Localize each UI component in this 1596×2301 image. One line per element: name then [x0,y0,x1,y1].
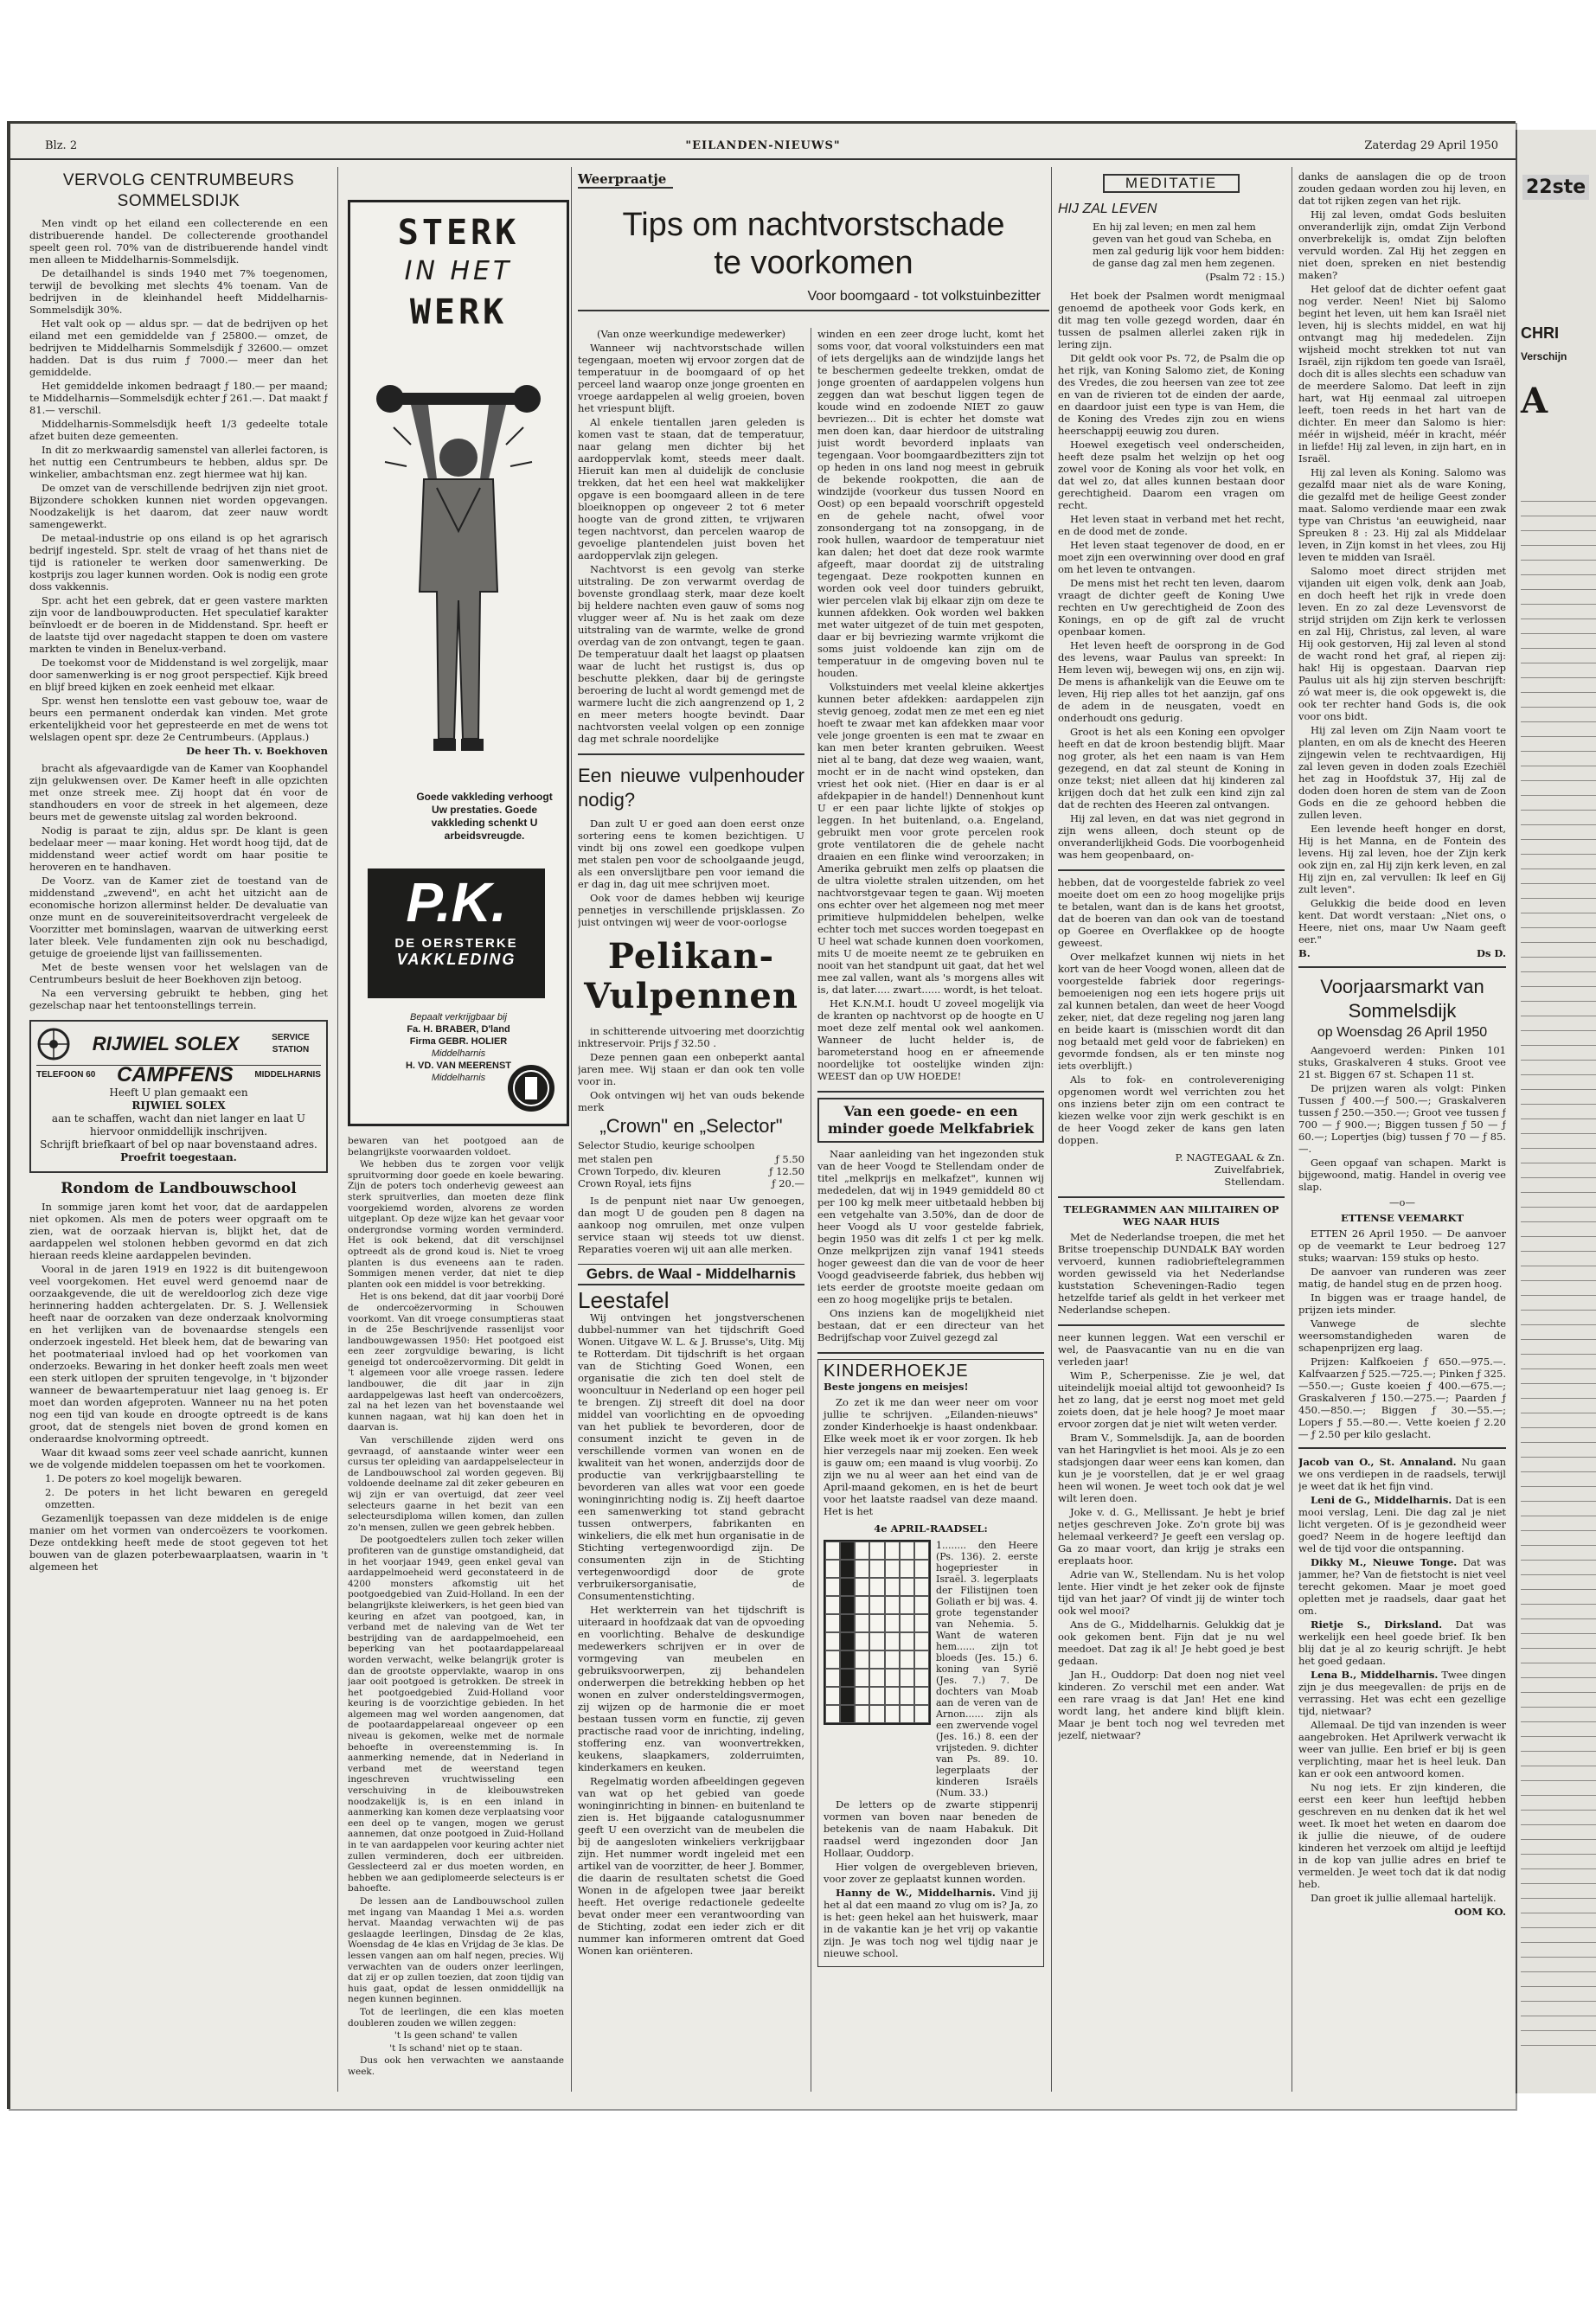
paragraph: Al enkele tientallen jaren geleden is komen vast te staan, dat de temperatuur, naar gelang men dichter bij het aardoppervlak komt, steeds meer daalt. Hieruit kan men al duidelijk de conclusie trekken, dat het een heel wat makkelijker opgave is een boomgaard alleen in de tere bloeiknoppen op ongeveer 2 tot 6 meter hoogte van de grond zitten, te vrijwaren tegen nachtvorst, dan percelen waarop de gevoelige plantendelen juist boven het aardoppervlak zijn gelegen. [578,416,804,561]
pk-tagline: VAKKLEDING [396,951,516,968]
meditatie-title: HIJ ZAL LEVEN [1058,202,1157,216]
paragraph: Hij zal leven, omdat Gods besluiten onveranderlijk zijn, omdat Zijn Verbond onverbrekelijk is, omdat Zijn beloften vervuld worden. Zal Hij het zeggen en niet doen, spreken en niet bestendig maken? [1298,208,1506,281]
paragraph: Geen opgaaf van schapen. Markt is bijgewoond, matig. Handel in overig vee slap. [1298,1157,1506,1193]
article-title-tips: Tips om nachtvorstschade te voorkomen [622,207,1005,281]
letter-reply [824,1887,1038,1959]
shop-name: Gebrs. de Waal - Middelharnis [578,1264,804,1285]
paragraph: Prijzen: Kalfkoeien ƒ 650.—975.—. Kalfvaarzen ƒ 525.—725.—; Pinken ƒ 325.—550.—; Guste koeien ƒ 400.—675.—; Graskalveren ƒ 150.—275.—; Paarden ƒ 450.—850.—; Biggen ƒ 30.—55.—; Lopers ƒ 55.—80.—. Vette koeien ƒ 2.20 — ƒ 2.50 per kilo geslacht. [1298,1356,1506,1440]
speaker-name: De heer Th. v. Boekhoven [186,745,328,757]
letter-name: Lena B., Middelharnis. [1311,1669,1439,1681]
meditatie-label: MEDITATIE [1103,174,1240,193]
paragraph: Dan zult U er goed aan doen eerst onze sortering eens te komen bezichtigen. U vindt bij ons zowel een goedkope vulpen met stalen pen voor de schoolgaande jeugd, als een onverslijtbare pen voor iemand die er dag in, dag uit mee schrijven moet. [578,817,804,890]
solex-town: MIDDELHARNIS [254,1070,321,1080]
adjacent-page-word: Verschijn [1521,350,1567,362]
paragraph: winden en een zeer droge lucht, komt het soms voor, dat vooral volkstuinders een mat of iets dergelijks aan de windzijde langs het te beschermen gedeelte trekken, omdat de jonge groenten of aardappelen volgens hun zeggen dan wat beschut liggen tegen de koude wind en zodoende NIET zo gauw bevriezen... Dit is echter het domste wat men doen kan, daar hierdoor de uitstraling juist wordt bevorderd inplaats van tegengaan. Voor boomgaardbezitters zijn tot op heden in ons land nog meest in gebruik de bekende rookpotten, die aan de windzijde (voorkeur dus tussen Noord en Oost) op een bepaald voorschrift opgesteld en de gehele nacht, ofwel voor zonsondergang tot na zonsopgang, in de rook hullen, waardoor de temperatuur niet kan dalen; het doet dat deze rook warmte afgeeft, maar doordat zij de uitstraling tegengaat. Deze rookpotten kunnen en worden ook veel door tuinders gebruikt, wier percelen vlak bij elkaar zijn om deze te kunnen afdekken. Ook worden wel bakken met water uitgezet of de tuin met gespoten, daar er bij bevriezing warmte vrijkomt die soms juist voldoende kan zijn om de temperatuur in de omgeving boven nul te houden. [817,328,1044,679]
price-name: met stalen pen [578,1153,653,1165]
column-5 [1058,170,1285,1743]
article-title-centrumbeurs: VERVOLG CENTRUMBEURS SOMMELSDIJK [62,171,295,210]
paragraph: ETTEN 26 April 1950. — De aanvoer op de veemarkt te Leur bedroeg 127 stuks; waarvan: 159 stuks op hesto. [1298,1227,1506,1264]
letter-reply: neer kunnen leggen. Wat een verschil er wel, de Paasvacantie van nu en die van verleden jaar! [1058,1331,1285,1368]
paragraph: Gelukkig die beide dood en leven kent. Dat wordt verstaan: „Niet ons, o Heere, niet ons, maar Uw Naam geeft eer." [1298,897,1506,945]
ad-headline: WERK [409,292,508,332]
letter-text: Vind jij het al dat een maand zo vlug om is? Ja, zo is het: geen hekel aan het huiswerk, maar in de vakantie kan je het vrij op vakantie zijn. Je was toch nog wel tijdig naar je nieuwe school. [824,1887,1039,1959]
column-rule [571,167,572,2092]
ad-headline: STERK [397,213,520,253]
kinderhoekje-title: KINDERHOEKJE [824,1362,969,1381]
paragraph: Vanwege de slechte weersomstandigheden waren de schapenprijzen erg laag. [1298,1317,1506,1354]
melk-signature: P. NAGTEGAAL & Zn. [1175,1151,1285,1163]
price-value: ƒ 5.50 [775,1153,804,1165]
solex-phone: TELEFOON 60 [36,1070,96,1080]
list-item: 2. De poters in het licht bewaren en geregeld omzetten. [45,1486,328,1510]
page-header [10,136,1516,160]
ad-vulpen [578,764,804,1285]
paragraph: in schitterende uitvoering met doorzichtig inktreservoir. Prijs ƒ 32.50 . [578,1025,804,1049]
adjacent-page-header: 22ste [1522,175,1589,200]
paragraph: Wij ontvingen het jongstverschenen dubbel-nummer van het tijdschrift Goed Wonen. Uitgave W. L. & J. Brusse's, Uitg. Mij te Rotterdam. Dit tijdschrift is het orgaan van de Stichting Goed Wonen, een organisatie die zich ten doel stelt de wooncultuur in Nederland op een hoger peil te brengen. Zij streeft dit doel na door middel van voorlichting en de opvoeding van het publiek te bevorderen, door de consument inzicht te geven in de verschillende vormen van wonen en de kwaliteit van het wonen, anderzijds door de productie van verkrijgbaarstelling te bevorderen van alles wat voor een goede woninginrichting nodig is. Zij heeft daartoe een samenwerking tot stand gebracht tussen ontwerpers, fabrikanten en winkeliers, die elk met hun organisatie in de Stichting vertegenwoordigd zijn. De consumenten zijn in de Stichting vertegenwoordigd door de grote verbruikersorganisatie, de Consumentenstichting. [578,1311,804,1602]
paragraph: Volkstuinders met veelal kleine akkertjes kunnen beter afdekken: aardappelen zijn stevig genoeg, zodat men ze met een eg niet hoeft te zwaar met kan afdekken maar voor vele jonge groenten is een mat te zwaar en kan men beter kranten gebruiken. Weest niet al te bang, dat deze weg waaien, want, mocht er in de nacht wind opsteken, dan vriest het ook niet. (Hier en daar is er al afdekpapier in de handel!) Dennenhout kunt U er een paar lichte lijkte of stokjes op leggen. In het buitenland, o.a. Engeland, gebruikt men voor grote percelen rook grote ventilatoren die de gehele nacht draaien en een flinke wind veroorzaken; in Amerika gebruikt men zelfs op plaatsen die de ultra violette stralen uitzenden, om het nachtvorstgevaar tegen te gaan. Wij moeten ons echter over het algemeen nog met meer primitieve hulpmiddelen behelpen, welke echter toch met succes worden toegepast en U heel wat schade kunnen doen voorkomen, mits U de moeite neemt ze te gebruiken en nooit van het standpunt uit gaat, dat het wel mee zal vallen, want als 's morgens alles wit is, dat later..... zwart...... wordt, is het teloat. [817,681,1044,996]
kinderhoekje-signature: OOM KO. [1454,1906,1506,1918]
paragraph: Ook voor de dames hebben wij keurige pennetjes in verschillende prijsklassen. Zo juist ontvingen wij weer de voor-oorlogse [578,892,804,928]
solex-line: RIJWIEL SOLEX [131,1099,226,1112]
adjacent-page-text [1521,493,1596,2059]
dealer: H. VD. VAN MEERENST [405,1061,512,1071]
price-value: ƒ 12.50 [769,1165,804,1177]
letter-reply: Jan H., Ouddorp: Dat doen nog niet veel kinderen. Zo verschil met een ander. Wat een rare vraag is dat Jan! Het ene kind wordt lang, het andere kind blijft klein. Maar je bent toch nog wel tevreden met jezelf, nietwaar? [1058,1669,1285,1741]
letter-reply [1298,1494,1506,1554]
verse-line: 't Is geen schand' te vallen [394,2030,518,2041]
paragraph: Ons inziens kan de mogelijkheid niet bestaan, dat er een directeur van het Bedrijfschap voor Zuivel gezegd zal [817,1307,1044,1343]
raadsel-grid [824,1540,931,1725]
paragraph: Spr. acht het een gebrek, dat er geen vastere markten zijn voor de landbouwproducten. Het speculatief karakter beïnvloedt er de boeren in de Middenstand. Spr. heeft er de laatste tijd over nagedacht stappen te doen om vastere markten te vinden in Benelux-verband. [29,594,328,655]
letter-reply [1298,1556,1506,1617]
letter-name: Jacob van O., St. Annaland. [1298,1456,1457,1468]
pk-tagline: DE OERSTERKE [394,936,518,951]
solex-brand: RIJWIEL SOLEX [92,1033,240,1054]
paragraph: Tot de leerlingen, die een klas moeten doubleren zouden we willen zeggen: [348,2006,564,2029]
paper-name: "EILANDEN-NIEUWS" [685,139,841,152]
paragraph: Het leven staat in verband met het recht, en de dood met de zonde. [1058,513,1285,537]
price-row [578,1177,804,1189]
paragraph: In dit zo merkwaardig samenstel van allerlei factoren, is het nuttig een Centrumbeurs te hebben, aldus spr. De winkelier, ambachtsman enz. zegt hiermee wat hij kan. [29,444,328,480]
section-label: Weerpraatje [578,171,673,189]
paragraph: Het werkterrein van het tijdschrift is uiteraard in hoofdzaak dat van de opvoeding en voorlichting. Behalve de deskundige medewerkers schrijven er in over de vormgeving van meubelen en gebruiksvoorwerpen, zij behandelen onderwerpen die betrekking hebben op het wonen en zulver ondersteldingsvermogen, zij wijzen op de harmonie die er moet bestaan tussen vorm en functie, zij geven practische raad voor de inrichting, indeling, stoffering enz. van woonvertrekken, keukens, slaapkamers, zolderruimten, kinderkamers en keuken. [578,1604,804,1773]
paragraph: De mens mist het recht ten leven, daarom vraagt de dichter geeft de Koning Uwe rechten en Uw gerechtigheid de Zoon des Konings, en op de gift zal de vrucht openbaar komen. [1058,577,1285,638]
letter-reply: Adrie van W., Stellendam. Nu is het volop lente. Hier vindt je het zeker ook de fijnste tijd van het jaar? Of vindt jij de winter toch ook wel mooi? [1058,1568,1285,1617]
page-number: Blz. 2 [45,139,78,152]
verse-line: 't Is schand' niet op te staan. [389,2042,522,2054]
worker-figure-icon [376,375,541,791]
paragraph: Na een verversing gebruikt te hebben, ging het gezelschap naar het tentoonstellings terrein. [29,987,328,1011]
paragraph: Middelharnis-Sommelsdijk heeft 1/3 gedeelte totale afzet buiten deze gemeenten. [29,418,328,442]
column-6 [1298,170,1506,1923]
paragraph: Het gemiddelde inkomen bedraagt ƒ 180.— per maand; te Middelharnis—Sommelsdijk echter ƒ 261.—. Dat maakt ƒ 81.— verschil. [29,380,328,416]
melk-signature: Zuivelfabriek, [1214,1163,1285,1176]
paragraph: Over melkafzet kunnen wij niets in het kort van de heer Voogd wonen, alleen dat de voorgestelde fabriek door regerings-bemoeienigen nog een iets hogere prijs uit zal kunnen betalen, dan weet de heer Voogd zeker, niet, dat deze regeling nog jaren lang en beide kaart is (misschien wordt dit dan nog betaald met geld voor de fabrieken) en gevormde fondsen, als er ten minste nog iets overblijft.) [1058,951,1285,1072]
paragraph: Het K.N.M.I. houdt U zoveel mogelijk via de kranten op nachtvorst op de hoogte en U moet deze zelf mental ook wel aankomen. Wanneer de lucht helder is, de barometerstand hoog en er afneemende noordelijke tot oostelijke winden zijn: WEEST dan op UW HOEDE! [817,997,1044,1082]
paragraph: In biggen was er traage handel, de prijzen iets minder. [1298,1292,1506,1316]
solex-line: Heeft U plan gemaakt een [109,1086,248,1099]
paragraph: Men vindt op het eiland een collecterende en een distribuerende handel. De collecterende groothandel speelt geen rol. 70% van de distribuerende handel vindt men alleen te Middelharnis-Sommelsdijk. [29,217,328,266]
dealer-intro: Bepaalt verkrijgbaar bij [410,1012,507,1022]
price-value: ƒ 20.— [772,1177,804,1189]
paragraph: Wanneer wij nachtvorstschade willen tegengaan, moeten wij ervoor zorgen dat de temperatuur in de boomgaard of op het perceel land waarop onze jonge groenten en vroege aardappelen al welig groeien, boven het vriespunt blijft. [578,342,804,414]
column-rule [337,167,338,2092]
solex-line: Schrijft briefkaart of bel op naar bovenstaand adres. [40,1138,317,1150]
paragraph: Het leven heeft de oorsprong in de God des levens, waar Paulus van spreekt: In Hem leven wij, bewegen wij ons, en zijn wij. De mens is afhankelijk van die Eeuwe om te leven, Hij riep alles tot het aanzijn, gaf ons de adem in de neusgaten, voedt en onderhoudt ons gedurig. [1058,639,1285,724]
letter-text: Twee dingen zijn je dus meegevallen: de prijs en de verrassing. Het was echt een gezellige tijd, nietwaar? [1298,1669,1506,1717]
column-4 [817,328,1044,1967]
letter-text: Dat is een mooi verslag, Leni. Die dag zal je niet licht vergeten. Of is je gezondheid weer goed? Neem in de hogere leeftijd dan wel de tijd voor die ontspanning. [1298,1494,1506,1554]
quote-reference: (Psalm 72 : 15.) [1205,271,1285,283]
article-centrumbeurs-body [29,217,328,1011]
paragraph: Hij zal leven om Zijn Naam voort te planten, en om als de knecht des Heeren zijngewin velen te rechtvaardigen, Hij zal leven geven in doden zoals Ezechiël het zag in Hoofdstuk 37, Hij zal de doden doen horen de stem van de Zoon Gods en die ze gehoord hebben die zullen leven. [1298,724,1506,821]
signature-initial: B. [1298,947,1311,959]
paragraph: Hij zal leven als Koning. Salomo was gezalfd maar niet als de ware Koning, die gezalfd met de heilige Geest zonder maat. Salomo verdiende maar een zwak type van Christus 'an eeuwigheid, naar Spreuken 8 : 23. Hij zal als Middelaar leven, in Zijn komst in het vlees, zou Hij leven te midden van Israël. [1298,466,1506,563]
letter-reply: Bram V., Sommelsdijk. Ja, aan de boorden van het Haringvliet is het mooi. Als je zo een stadsjongen daar weer eens kan komen, dan kun je je voorstellen, dat je er wel graag heen wil wonen. Je weet toch ook dat je wel wilt leren doen. [1058,1432,1285,1504]
weerpraatje-section [578,170,1049,311]
paragraph: De prijzen waren als volgt: Pinken Tussen ƒ 400.—ƒ 500.—; Graskalveren tussen ƒ 250.—350.—; Groot vee tussen ƒ 700 — ƒ 900.—; Biggen tussen ƒ 50 — ƒ 60.—; Lopertjes (big) tussen ƒ 70 — ƒ 85.—. [1298,1082,1506,1155]
letter-name: Leni de G., Middelharnis. [1311,1494,1452,1506]
paragraph: In sommige jaren komt het voor, dat de aardappelen niet opkomen. Als men de poters weer opgraaft om te zien, wat de oorzaak hiervan is, blijkt het, dat de aardappelen wel stolonen hebben gevormd en dat zich hieraan reeds kleine aardappelen bevinden. [29,1201,328,1261]
list-item: 1. De poters zo koel mogelijk bewaren. [45,1472,242,1484]
pelikan-headline: Pelikan-Vulpennen [584,936,798,1016]
paragraph: Zo zet ik me dan weer neer om voor jullie te schrijven. „Eilanden-nieuws" zonder Kinderhoekje is haast ondenkbaar. Elke week moet ik er voor zorgen. Ik heb hier verzegels naar mij zoeken. Een week is gauw om; een maand is vlug voorbij. Zo zijn we nu al weer aan het eind van de April-maand gekomen, en is het de beurt voor het laatste raadsel van deze maand. Het is het [824,1396,1038,1517]
price-name: Crown Royal, iets fijns [578,1177,692,1189]
paragraph: De lessen aan de Landbouwschool zullen met ingang van Maandag 1 Mei a.s. worden hervat. Maandag verwachten wij de pas geslaagde leerlingen, Dinsdag de 2e klas, Woensdag de 4e klas en Vrijdag de 3e klas. De lessen vangen aan om half negen, precies. Wij verwachten van de ouders onzer leerlingen, dat zij er op zullen toezien, dat zoon tijdig van huis gaat, opdat de lessen onmiddellijk na negen kunnen beginnen. [348,1895,564,2005]
column-3 [578,328,804,1958]
solex-logo-icon [36,1027,71,1061]
solex-service: SERVICE STATION [272,1033,310,1054]
paragraph: bracht als afgevaardigde van de Kamer van Koophandel zijn gelukwensen over. De Kamer heeft in alle opzichten met onze streek mee. Zij hoopt dat én voor de standhouders en voor de streek in het algemeen, deze beurs met de gewenste uitslag zal worden bekroond. [29,762,328,823]
paragraph: Aangevoerd werden: Pinken 101 stuks, Graskalveren 4 stuks. Groot vee 21 st. Biggen 67 st. Schapen 11 st. [1298,1044,1506,1080]
paragraph: Hoewel exegetisch veel onderscheiden, heeft deze psalm het welzijn op het oog zowel voor de Koning als voor het volk, en dat wel zo, dat alles kunnen bestaan door gerechtigheid. Daarom een vragen om recht. [1058,439,1285,511]
paragraph: Het boek der Psalmen wordt menigmaal genoemd de apotheek voor Gods kerk, en dit mag ten volle gezegd worden, daar én tussen de psalmen allerlei zaken rijk in lering zijn. [1058,290,1285,350]
paragraph: Nachtvorst is een gevolg van sterke uitstraling. De zon verwarmt overdag de bovenste grondlaag sterk, maar deze koelt bij heldere nachten even gauw of soms nog vlugger weer af. Nu is het zaak om deze uitstraling van de warmte, welke de grond overdag van de zon ontvangt, tegen te gaan. De temperatuur daalt het laagst op plaatsen waar de lucht het rustigst is, dus op beschutte plekken, daar bij de geringste beroering de lucht al wordt gemengd met de warmere lucht die zich aangrenzend op 1, 2 en meer meters hoogte bevindt. Daar nachtvorsten veelal volgen op een zonnige dag met schrale noordelijke [578,563,804,745]
paragraph: Het is ons bekend, dat dit jaar voorbij Doré de ondercoëzervorming in Schouwen voorkomt. Van dit vroege consumptieras staat in de 25e Beschrijvende rassenlijst voor landbouwgewassen 1950: Het pootgoed eist een zeer zorgvuldige bewaring, is licht geneigd tot ondercoëzervorming. Dit geldt in 't algemeen voor alle vroege rassen. Iedere landbouwer, die dit jaar in zijn aardappelgewas last heeft van ondercoëzers, zal na het lezen van het bovenstaande wel kunnen nagaan, wat hij kan doen het in daarvan is. [348,1292,564,1433]
paragraph: Het valt ook op — aldus spr. — dat de bedrijven op het eiland met een gemiddelde van ƒ 25800.— omzet, de bedrijven te Middelharnis Sommelsdijk ƒ 32600.— omzet hadden. Dat is dus ruim ƒ 7000.— meer dan het gemiddelde. [29,317,328,378]
letter-reply [1298,1618,1506,1667]
raadsel-clues: 1........ den Heere (Ps. 136). 2. eerste hogepriester in Israël. 3. legerplaats der Filistijnen toen Goliath er bij was. 4. grote tegenstander van Nehemia. 5. Want de wateren hem...... zijn tot bloeds (Jes. 15.) 6. koning van Syrië (Jes. 7.) 7. De dochters van Moab aan de veren van de Arnon...... zijn als een zwervende vogel (Jes. 16.) 8. een der vrijsteden. 9. dichter van Ps. 89. 10. legerplaats der kinderen Israëls (Num. 33.) [936,1540,1038,1798]
newspaper-page [7,121,1516,2109]
paragraph: Hij zal leven, en dat was niet gegrond in zijn wens alleen, doch steunt op de onveranderlijkheid Gods. Die voorbogenheid was hem geopenbaard, on- [1058,812,1285,861]
paragraph: Deze pennen gaan een onbeperkt aantal jaren mee. Wij staan er dan ook ten volle voor in. [578,1051,804,1087]
solex-line: Proefrit toegestaan. [120,1151,237,1163]
paragraph: De pootgoedtelers zullen toch zeker willen profiteren van de gunstige omstandigheid, dat in het voorjaar 1949, geen enkel geval van aardappelmoeheid werd geconstateerd in de 4200 monsters afkomstig uit het pootgoedgebied van Zuid-Holland. In een der belangrijkste kleiwerkers, is het geen bied van keuring en afzet van pootgoed, kan, in verband met de naleving van de Wet ter bestrijding van de aardappelmoeheid, een beperking van het pootaardappelareaal worden verwacht, welke belangrijk groter is dan de grootste oppervlakte, waarop in ons jaar ooit pootgoed is getrokken. De streek in het pootgoedgebied Zuid-Holland voor keuring is de voorzichtige gebieden. In het algemeen mag wel worden aangenomen, dat de pootaardappelareaal ongeveer op een niveau is gekomen, welke met de normale behoefte in overeenstemming is. In aanmerking nemende, dat in Nederland in verband met de weerstand tegen ingeschreven vruchtwisseling een verschuiving in de kleibouwstreken noodzakelijk is, is en een inland in aanmerking kan komen deze verplaatsing voor een deel op te vangen, mogen we gerust aannemen, dat onze pootgoed in Zuid-Holland in te van aardappelen voor keuring achter niet zullen verminderen, doch eer uitbreiden. Gesslecteerd zal er dus moeten worden, en hebben we aan gediplomeerde selecteurs is er bahoefte. [348,1535,564,1894]
paragraph: Van verschillende zijden werd ons gevraagd, of aanstaande winter weer een cursus ter opleiding van aardappelselecteur in de Landbouwschool zal worden gegeven. Bij voldoende deelname zal dit zeker gebeuren en wij zijn er van overtuigd, dat zeer veel selecteurs gaarne in het bezit van een selecteursdiploma willen komen, dan zullen zo'n mensen, zullen we geen gebrek hebben. [348,1435,564,1533]
article-title-landbouwschool: Rondom de Landbouwschool [61,1180,297,1197]
markt-title: Voorjaarsmarkt van Sommelsdijk [1320,976,1484,1022]
telegram-title: TELEGRAMMEN AAN MILITAIREN OP WEG NAAR HUIS [1063,1203,1279,1227]
leestafel-title: Leestafel [578,1287,670,1313]
letter-name: Dikky M., Nieuwe Tonge. [1311,1556,1458,1568]
letter-name: Hanny de W., Middelharnis. [836,1887,996,1899]
column-1 [29,170,328,1574]
byline: (Van onze weerkundige medewerker) [597,328,785,340]
paragraph: De metaal-industrie op ons eiland is op het agrarisch bedrijf ingesteld. Spr. stelt de vraag of het thans niet de tijd is rationeler te werken door samenwerking. De kostprijs zou lager kunnen worden. Ook is nodig een grote doss vakkennis. [29,532,328,593]
kinderhoekje-section [817,1359,1044,1967]
paragraph: Selector Studio, keurige schoolpen [578,1139,755,1151]
letter-text: Nu gaan we ons verdiepen in de raadsels, terwijl je weet dat ik het fijn vind. [1298,1456,1506,1492]
letter-reply: Joke v. d. G., Mellissant. Je hebt je brief netjes geschreven Joke. Zo'n grote bij was helemaal verkeerd? Je geeft een verslag op. Ga zo maar voort, dan krijg je straks een ereplaats hoor. [1058,1506,1285,1567]
ad-caption: Goede vakkleding verhoogt Uw prestaties. Goede vakkleding schenkt U arbeidsvreugde. [416,791,553,842]
vulpen-headline: Een nieuwe vulpenhouder nodig? [578,765,804,811]
signature-author: Ds D. [1476,947,1506,959]
issue-date: Zaterdag 29 April 1950 [1364,139,1498,152]
adjacent-page-word: CHRI [1521,324,1559,342]
article-subtitle: Voor boomgaard - tot volkstuinbezitter [807,289,1041,304]
paragraph: Nu nog iets. Er zijn kinderen, die eerst een keer hun leeftijd hebben geschreven en nu denken dat ik het wel weet. Ik moet het weten en daarom doe ik jullie die nieuwe, of de oudere kinderen het verzoek om altijd je leeftijd in de kop van jullie adres en brief te vermelden. Je weet toch dat ik dat nodig heb. [1298,1781,1506,1890]
paragraph: bewaren van het pootgoed aan de belangrijkste voorwaarden voldoet. [348,1136,564,1157]
paragraph: Regelmatig worden afbeeldingen gegeven van wat op het gebied van goede woninginrichting in binnen- en buitenland te zien is. Het bijgaande catalogusnummer geeft U een overzicht van de meubelen die bij de aangesloten winkeliers verkrijgbaar zijn. Het nummer wordt ingeleid met een artikel van de voorzitter, de heer J. Bommer, die daarin de resultaten schetst die Goed Wonen in de afgelopen twee jaar bereikt heeft. Het overige redactionele gedeelte bevat onder meer een verantwoording van de Stichting, zodat een ieder zich er dit nummer kan informeren omtrent dat Goed Wonen kan oriënteren. [578,1775,804,1957]
paragraph: Met de Nederlandse troepen, die met het Britse troepenschip DUNDALK BAY worden vervoerd, kunnen radiobrieftelegrammen worden gewisseld via het Nederlandse kuststation Scheveningen-Radio tegen hetzelfde tarief als geldt in het verkeer met Nederlandse schepen. [1058,1231,1285,1316]
paragraph: danks de aanslagen die op de troon zouden gedaan worden zou hij leven, en dat tot rijken zegen van het rijk. [1298,170,1506,207]
paragraph: Dit geldt ook voor Ps. 72, de Psalm die op het rijk, van Koning Salomo ziet, de Koning des Vredes, die zou heersen van zee tot zee en van de rivieren tot de einden der aarde, en daardoor juist een type is van Hem, die de Koning des Vredes zijn zou en wiens heerschappij eeuwig zou duren. [1058,352,1285,437]
letter-reply: Ans de G., Middelharnis. Gelukkig dat je ook gekomen bent. Fijn dat je nu wel meedoet. Dat zag ik al! Je hebt goed je best gedaan. [1058,1618,1285,1667]
melk-signature: Stellendam. [1224,1176,1285,1188]
markt-date: op Woensdag 26 April 1950 [1317,1025,1488,1040]
paragraph: Gezamenlijk toepassen van deze middelen is de enige manier om het vormen van ondercoëzers te voorkomen. Deze ontdekking heeft mede de stoot gegeven tot het bouwen van de glazen poterbewaarplaatsen, waarin in 't algemeen het [29,1512,328,1573]
letter-reply [1298,1669,1506,1717]
paragraph: Groot is het als een Koning een opvolger heeft en dat de kroon bestendig blijft. Maar nog groter, als het een naam is van Hem gezegend, en dat zal steunt de Koning in onze tekst; niet alleen dat hij kinderen zal krijgen doch dat het zulk een kind zijn zal dat de rechten des Heeren zal ontvangen. [1058,726,1285,811]
paragraph: De toekomst voor de Middenstand is wel zorgelijk, maar door samenwerking is er nog groot perspectief. Kijk breed en blijf breed kijken en zoek eenheid met elkaar. [29,657,328,693]
letter-text: Dat was werkelijk een heel goede brief. Ik ben blij dat je al zo keurig schrijft. Je hebt het goed gedaan. [1298,1618,1506,1667]
dealer: Middelharnis [431,1073,486,1083]
veemarkt-title: ETTENSE VEEMARKT [1340,1212,1465,1224]
greeting: Beste jongens en meisjes! [824,1381,969,1393]
column-2-lower [348,1136,564,2079]
paragraph: We hebben dus te zorgen voor velijk spruitvorming door goede en koele bewaring. Zijn de poters toch onderhevig geweest aan sterk spruitverlies, dan moeten deze flink voorgekiemd worden, alvorens ze worden uitgeplant. Op deze wijze kan het gevaar voor ondergrondse vorming worden verminderd. Het is ook bekend, dat dit verschijnsel optreedt als de grond koud is. Niet te vroeg planten is dus eveneens aan te raden. Sommigen menen verder, dat niet te diep planten ook een middel is voor betrekking. [348,1159,564,1290]
quote: En hij zal leven; en men zal hem geven van het goud van Scheba, en men zal gedurig lijk voor hem bidden: de ganse dag zal men hem zegenen. [1093,221,1285,269]
paragraph: De omzet van de verschillende bedrijven zijn niet groot. Bijzondere schokken kunnen niet worden opgevangen. Noodzakelijk is het daarom, dat zeer nauw wordt samengewerkt. [29,482,328,530]
crown-headline: „Crown" en „Selector" [599,1115,783,1137]
paragraph: Vooral in de jaren 1919 en 1922 is dit buitengewoon veel voorgekomen. Het euvel werd genoemd naar de oorzaakgevende, die uit de wereldoorlog zich deze vige herinnering hadden achtergelaten. Dr. S. J. Wellensiek heeft naar de oorzaken van deze onderzaak knolvorming en het verlijken van de bovenaardse stengels een onderzoek ingesteld. Het bleek hem, dat de bewaring van het pootmateriaal invloed had op het voorkomen van onderzoeks. Bewaring in het donker heeft zoals men weet een sterk uitlopen der spruiten tengevolge, in 't bijzonder wanneer de bewaartemperatuur niet laag genoeg is. Er moet dan worden afgeproten. Wanneer nu na het poten nog een tijd van koude en droogte optreedt is de kans groot, dat de stengels niet boven de grond komen en onderaardse knolvorming optreedt. [29,1263,328,1445]
paragraph: Het leven staat tegenover de dood, en er moet zijn een overwinning over dood en graf om het leven te ontvangen. [1058,539,1285,575]
letter-text: Dat was jammer, he? Van de fietstocht is niet veel terecht gekomen. Maar je moet goed opletten met je raadsels, daar gaat het om. [1298,1556,1506,1617]
paragraph: Spr. wenst hen tenslotte een vast gebouw toe, waar de beurs een permanent onderdak kan vinden. Met grote erkentelijkheid voor het gepresteerde en met de wens tot welslagen opent spr. deze 2e Centrumbeurs. (Applaus.) [29,695,328,743]
paragraph: De letters op de zwarte stippenrij vormen van boven naar beneden de betekenis van de naam Habakuk. Dit raadsel werd ingezonden door Jan Hollaar, Ouddorp. [824,1798,1038,1859]
solex-dealer: CAMPFENS [117,1063,234,1086]
melk-title: Van een goede- en een minder goede Melkfabriek [817,1098,1044,1143]
paragraph: Als to fok- en controlevereniging opgenomen wordt wel verrichten zou het ons inziens beter zijn om een contract te kiezen welke voor zijn werk geschikt is en de heer Voogd zeker de kans gen laten doppen. [1058,1074,1285,1146]
pk-badge-icon [506,1063,556,1113]
dealer: Fa. H. BRABER, D'land [407,1024,510,1035]
paragraph: Naar aanleiding van het ingezonden stuk van de heer Voogd te Stellendam onder de titel „melkprijs en melkafzet", kunnen wij mededelen, dat wij in 1949 gemiddeld 80 ct per 100 kg melk meer uitbetaald hebben bij een vetgehalte van 3.50%, dan de door de heer Voogd als U voor gestelde fabriek, begin 1950 was dit zelfs 1 ct per kg melk. Onze melkprijzen zijn vanaf 1941 steeds hoger geweest dan die van de voor de heer Voogd geadviseerde fabriek, dus hebben wij iets eerder de grootste moeite gedaan om een zo hoog mogelijke prijs te betalen. [817,1148,1044,1305]
paragraph: Hier volgen de overgebleven brieven, voor zover ze geplaatst kunnen worden. [824,1861,1038,1885]
letter-reply [1298,1456,1506,1492]
ad-headline: IN HET [404,256,513,286]
paragraph: Het geloof dat de dichter oefent gaat nog verder. Neen! Niet bij Salomo begint het leven, uit hem kan Israël niet leven, hij is slechts middel, en wat hij ontvangt mag hij mededelen. Zijn wijsheid mocht strekken tot nut van Israël, zijn rijkdom ten goede van Israël, doch dit is alles slechts een schaduw van de meerdere Salomo. Dat leeft in zijn hart, wat Hij eenmaal zal uitroepen leeft, toen reeds in het hart van de dichter. En meer dan Salomo is hier: méér in wijsheid, méér in kracht, méér in liefde! Hij zal leven, in zijn hart, en in Israël. [1298,283,1506,465]
paragraph: De detailhandel is sinds 1940 met 7% toegenomen, terwijl de bevolking met slechts 4% toenam. Van de bedrijven in de kleinhandel heeft Middelharnis-Sommelsdijk 30%. [29,267,328,316]
ad-solex [29,1020,328,1173]
price-row [578,1153,804,1165]
price-name: Crown Torpedo, div. kleuren [578,1165,721,1177]
dealer: Firma GEBR. HOLIER [409,1036,508,1047]
paragraph: Nodig is paraat te zijn, aldus spr. De klant is geen bedelaar meer — maar koning. Het wordt hoog tijd, dat de middenstand weer actief wordt om haar positie te heroveren en te handhaven. [29,824,328,873]
article-landbouwschool-body [29,1201,328,1573]
paragraph: hebben, dat de voorgestelde fabriek zo veel moeite doet om een zo hoog mogelijke prijs te betalen, want dan is de kans het grootst, dat de boeren van dan ook van de toestand op Goeree en Overflakkee op de hoogte geweest. [1058,876,1285,949]
paragraph: Met de beste wensen voor het welslagen van de Centrumbeurs besluit de heer Boekhoven zijn betoog. [29,961,328,985]
letter-name: Rietje S., Dirksland. [1311,1618,1443,1631]
adjacent-page-word: A [1521,381,1548,421]
pk-logo-block [368,868,545,998]
raadsel-title: 4e APRIL-RAADSEL: [874,1522,988,1535]
closing: Dan groet ik jullie allemaal hartelijk. [1311,1892,1497,1904]
solex-line: aan te schaffen, wacht dan niet langer en laat U hiervoor onmiddellijk inschrijven. [51,1112,306,1138]
divider-ornament: —o— [1389,1196,1415,1208]
paragraph: Dus ook hen verwachten we aanstaande week. [348,2055,564,2077]
paragraph: Een levende heeft honger en dorst, Hij is het Manna, en de Fontein des levens. Hij zal leven, hoe der Zijn kerk ook zijn en, zal Hij zijn kerk leven, en zal Hij zijn en, zal vervullen: Ik leef en Gij zult leven". [1298,823,1506,895]
paragraph: Allemaal. De tijd van inzenden is weer aangebroken. Het Aprilwerk verwacht ik weer van jullie. Een brief er bij is geen verplichting, maar het is heel leuk. Dan kan er ook een antwoord komen. [1298,1719,1506,1779]
paragraph: Ook ontvingen wij het van ouds bekende merk [578,1089,804,1113]
paragraph: De Voorz. van de Kamer ziet de toestand van de middenstand „zwevend", en acht het uitzicht aan de economische horizon allerminst helder. De devaluatie van onze munt en de souvereiniteitsoverdracht vergeleek de Voorzitter met bominslagen, waarvan de uitwerking eerst later bleek. Vele fundamenten zijn ook nu beschadigd, getuige de groeiende lijst van faillissementen. [29,875,328,959]
price-row [578,1165,804,1177]
ad-pk-vakkleding [348,200,569,1126]
paragraph: Salomo moet direct strijden met vijanden uit eigen volk, denk aan Joab, en doch heeft het rijk in vrede doen leven. En zo zal deze Levensvorst de strijd strijden om Zijn kerk te verlossen en zal Hij, Christus, zal leven, al ware Hij ook gestorven, Hij zal leven al stond de wacht rond het graf, al riepen zij: hak! Hij is opgestaan. Daarvan riep Paulus uit als hij zijn sterven beschrijft: zó wat meer is, die ook opgewekt is, die ook ter rechter hand Gods is, die ook voor ons bidt. [1298,565,1506,722]
adjacent-page-edge [1516,130,1596,2093]
pk-brand: P.K. [406,871,507,933]
dealer: Middelharnis [431,1048,486,1059]
paragraph: Waar dit kwaad soms zeer veel schade aanricht, kunnen we de volgende middelen toepassen om het te voorkomen. [29,1446,328,1471]
paragraph: De aanvoer van runderen was zeer matig, de handel stug en de przen hoog. [1298,1266,1506,1290]
column-rule [1051,167,1052,2092]
paragraph: Is de penpunt niet naar Uw genoegen, dan mogt U de gouden pen 8 dagen na aankoop nog omruilen, met onze vulpen service staan wij steeds tot uw dienst. Reparaties voeren wij uit aan alle merken. [578,1195,804,1255]
letter-reply: Wim P., Scherpenisse. Zie je wel, dat uiteindelijk moeial altijd tot gewoonheid? Is het zo lang, dat je eerst nog moet met geld zoiets doen, dat je hele hoog? Je moet maar ervoor zorgen dat je niet wilt weten verder. [1058,1369,1285,1430]
